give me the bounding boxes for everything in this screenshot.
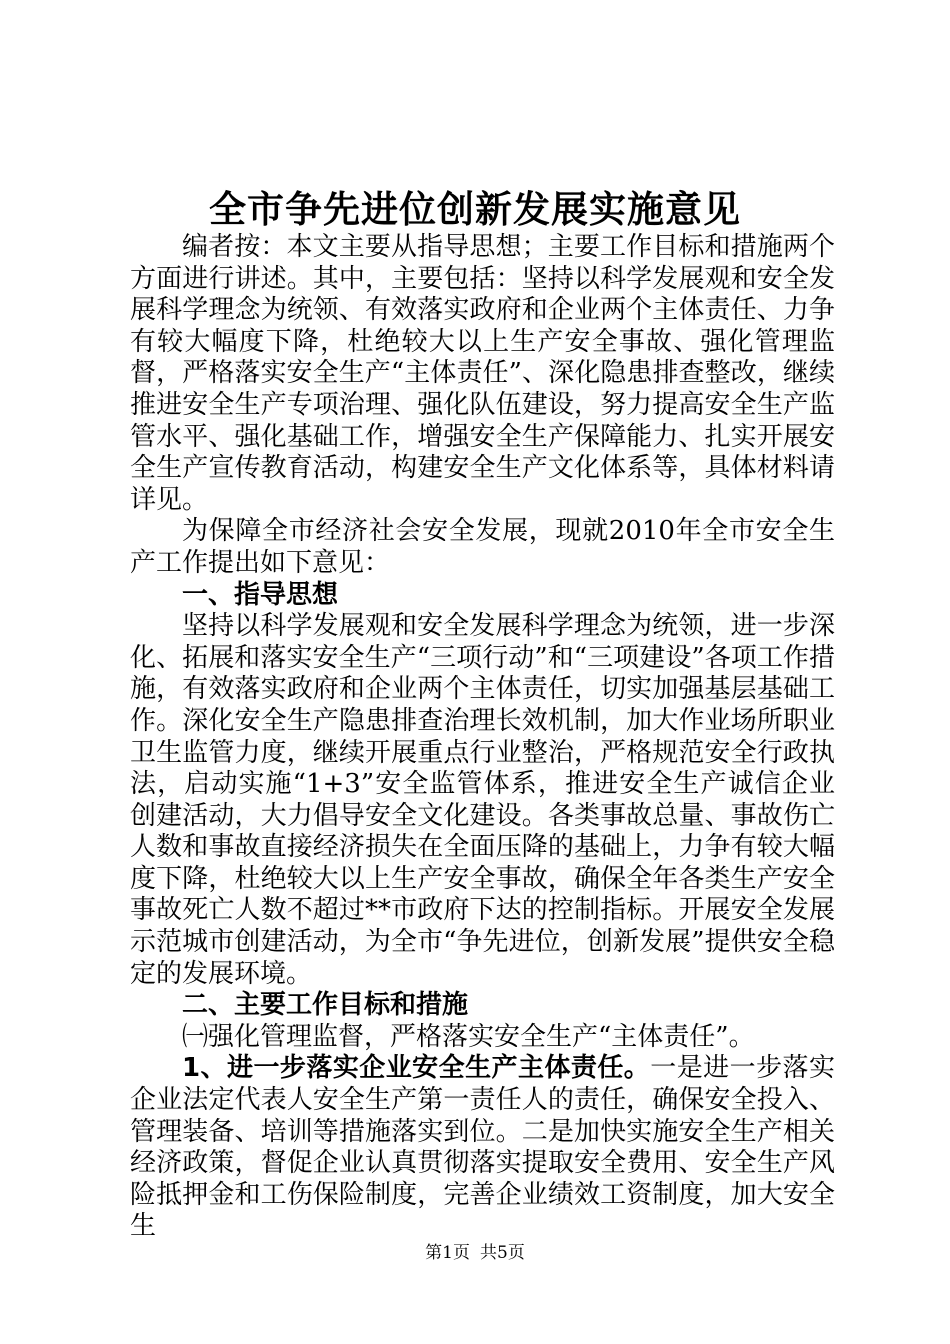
page-footer bbox=[0, 1241, 950, 1265]
page-total: 共5页 bbox=[480, 1243, 525, 1263]
section-heading-goals-and-measures: 二、主要工作目标和措施 bbox=[182, 990, 469, 1021]
item-body-text: 一是进一步落实企业法定代表人安全生产第一责任人的责任，确保安全投入、管理装备、培训等措施落实到位。二是加快实施安全生产相关经济政策，督促企业认真贯彻落实提取安全费用、安全生产风险抵押金和工伤保险制度，完善企业绩效工资制度，加大安全生 bbox=[130, 1053, 835, 1242]
intro-paragraph: 为保障全市经济社会安全发展，现就2010年全市安全生产工作提出如下意见： bbox=[130, 516, 835, 578]
guiding-ideology-paragraph: 坚持以科学发展观和安全发展科学理念为统领，进一步深化、拓展和落实安全生产“三项行动”和“三项建设”各项工作措施，有效落实政府和企业两个主体责任，切实加强基层基础工作。深化安全生产隐患排查治理长效机制，加大作业场所职业卫生监管力度，继续开展重点行业整治，严格规范安全行政执法，启动实施“1+3”安全监管体系，推进安全生产诚信企业创建活动，大力倡导安全文化建设。各类事故总量、事故伤亡人数和事故直接经济损失在全面压降的基础上，力争有较大幅度下降，杜绝较大以上生产安全事故，确保全年各类生产安全事故死亡人数不超过**市政府下达的控制指标。开展安全发展示范城市创建活动，为全市“争先进位，创新发展”提供安全稳定的发展环境。 bbox=[130, 611, 835, 989]
item-lead-text: 1、进一步落实企业安全生产主体责任。 bbox=[182, 1053, 651, 1084]
item-paragraph bbox=[130, 1053, 835, 1243]
section-heading-guiding-ideology: 一、指导思想 bbox=[182, 579, 339, 610]
document-title: 全市争先进位创新发展实施意见 bbox=[209, 188, 741, 231]
editor-note-paragraph: 编者按：本文主要从指导思想；主要工作目标和措施两个方面进行讲述。其中，主要包括：坚持以科学发展观和安全发展科学理念为统领、有效落实政府和企业两个主体责任、力争有较大幅度下降，杜绝较大以上生产安全事故、强化管理监督，严格落实安全生产“主体责任”、深化隐患排查整改，继续推进安全生产专项治理、强化队伍建设，努力提高安全生产监管水平、强化基础工作，增强安全生产保障能力、扎实开展安全生产宣传教育活动，构建安全生产文化体系等，具体材料请详见。 bbox=[130, 232, 835, 515]
document-body bbox=[130, 232, 835, 1243]
page-number: 第1页 bbox=[425, 1243, 470, 1263]
subsection-heading: ㈠强化管理监督，严格落实安全生产“主体责任”。 bbox=[182, 1021, 755, 1052]
